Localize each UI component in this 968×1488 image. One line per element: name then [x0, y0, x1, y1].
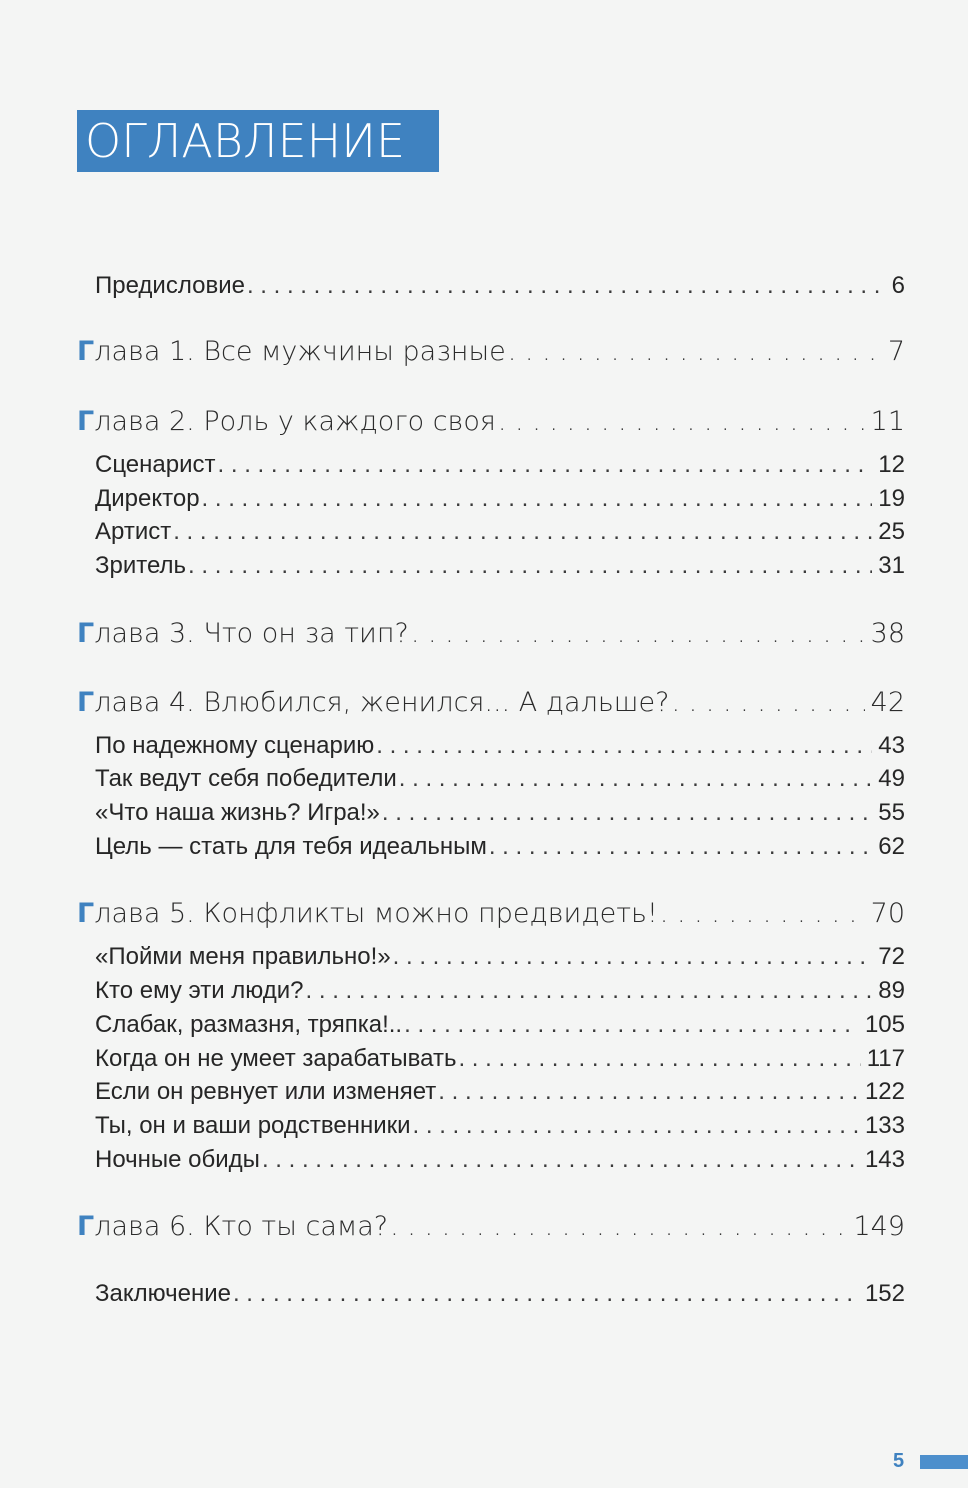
- toc-chapter-1[interactable]: [77, 336, 905, 367]
- leader-dots: [218, 451, 873, 479]
- toc-chapter-page: 11: [870, 406, 905, 437]
- toc-section-title: Если он ревнует или изменяет: [95, 1078, 437, 1105]
- toc-entry-title: Заключение: [95, 1280, 231, 1307]
- leader-dots: [413, 1112, 859, 1140]
- toc-entry-conclusion[interactable]: [95, 1280, 905, 1308]
- toc-section-title: Так ведут себя победители: [95, 765, 397, 792]
- toc-chapter-page: 70: [870, 898, 905, 929]
- toc-section-title: Сценарист: [95, 451, 216, 478]
- toc-section[interactable]: [95, 732, 905, 760]
- toc-entry-page: 152: [864, 1280, 905, 1307]
- leader-dots: [438, 1078, 859, 1106]
- leader-dots: [404, 1011, 859, 1039]
- leader-dots: [382, 799, 872, 827]
- toc-chapter-page: 7: [887, 336, 905, 367]
- toc-section-title: Директор: [95, 485, 200, 512]
- toc-chapter-page: 42: [870, 687, 905, 718]
- toc-section-page: 49: [878, 765, 905, 792]
- toc-chapter-title: Глава 2. Роль у каждого своя: [77, 406, 496, 437]
- toc-section-page: 12: [878, 451, 905, 478]
- leader-dots: [390, 1211, 847, 1242]
- toc-section-title: Зритель: [95, 552, 187, 579]
- chapter-initial: Г: [77, 687, 95, 718]
- page-number: 5: [893, 1450, 905, 1472]
- toc-section[interactable]: [95, 451, 905, 479]
- leader-dots: [306, 977, 873, 1005]
- toc-chapter-title: Глава 5. Конфликты можно предвидеть!: [77, 898, 658, 929]
- leader-dots: [202, 485, 873, 513]
- toc-section-page: 72: [878, 943, 905, 970]
- toc-section[interactable]: [95, 943, 905, 971]
- leader-dots: [247, 272, 886, 300]
- toc-section-title: «Пойми меня правильно!»: [95, 943, 391, 970]
- leader-dots: [671, 687, 864, 718]
- toc-section[interactable]: [95, 833, 905, 861]
- toc-section-title: По надежному сценарию: [95, 732, 375, 759]
- toc-section-page: 122: [864, 1078, 905, 1105]
- chapter-initial: Г: [77, 618, 95, 649]
- toc-section-page: 133: [864, 1112, 905, 1139]
- toc-entry-preface[interactable]: [95, 272, 905, 300]
- toc-section-title: Когда он не умеет зарабатывать: [95, 1045, 457, 1072]
- toc-section[interactable]: [95, 799, 905, 827]
- toc-entry-page: 6: [891, 272, 905, 299]
- toc-chapter-title: Глава 4. Влюбился, женился... А дальше?: [77, 687, 670, 718]
- chapter-initial: Г: [77, 898, 95, 929]
- toc-section[interactable]: [95, 518, 905, 546]
- toc-section-title: Слабак, размазня, тряпка!..: [95, 1011, 403, 1038]
- leader-dots: [508, 336, 882, 367]
- leader-dots: [173, 518, 872, 546]
- toc-chapter-2[interactable]: [77, 406, 905, 437]
- toc-section-page: 43: [878, 732, 905, 759]
- chapter-initial: Г: [77, 406, 95, 437]
- leader-dots: [660, 898, 865, 929]
- leader-dots: [458, 1045, 860, 1073]
- toc-section[interactable]: [95, 485, 905, 513]
- toc-chapter-title: Глава 6. Кто ты сама?: [77, 1211, 389, 1242]
- toc-section[interactable]: [95, 1011, 905, 1039]
- leader-dots: [262, 1146, 859, 1174]
- toc-chapter-4[interactable]: [77, 687, 905, 718]
- toc-entry-title: Предисловие: [95, 272, 245, 299]
- chapter-initial: Г: [77, 336, 95, 367]
- toc-chapter-5[interactable]: [77, 898, 905, 929]
- toc-section-page: 25: [878, 518, 905, 545]
- toc-section[interactable]: [95, 765, 905, 793]
- toc-section-title: «Что наша жизнь? Игра!»: [95, 799, 380, 826]
- toc-section[interactable]: [95, 1112, 905, 1140]
- leader-dots: [233, 1280, 859, 1308]
- chapter-initial: Г: [77, 1211, 95, 1242]
- toc-section[interactable]: [95, 552, 905, 580]
- toc-section-title: Цель — стать для тебя идеальным: [95, 833, 487, 860]
- leader-dots: [188, 552, 872, 580]
- toc-section[interactable]: [95, 1078, 905, 1106]
- toc-section-title: Кто ему эти люди?: [95, 977, 304, 1004]
- toc-section-title: Артист: [95, 518, 172, 545]
- toc-section-page: 143: [864, 1146, 905, 1173]
- toc-section-page: 62: [878, 833, 905, 860]
- toc-section[interactable]: [95, 1146, 905, 1174]
- toc-section[interactable]: [95, 977, 905, 1005]
- toc-chapter-title: Глава 1. Все мужчины разные: [77, 336, 506, 367]
- toc-section[interactable]: [95, 1045, 905, 1073]
- toc-section-page: 55: [878, 799, 905, 826]
- toc-section-page: 19: [878, 485, 905, 512]
- toc-section-page: 89: [878, 977, 905, 1004]
- toc-section-page: 117: [866, 1045, 905, 1072]
- page-number-bar: [920, 1455, 968, 1469]
- leader-dots: [393, 943, 873, 971]
- leader-dots: [376, 732, 872, 760]
- leader-dots: [399, 765, 873, 793]
- toc-chapter-page: 149: [853, 1211, 905, 1242]
- toc-section-title: Ты, он и ваши родственники: [95, 1112, 411, 1139]
- leader-dots: [489, 833, 872, 861]
- toc-chapter-6[interactable]: [77, 1211, 905, 1242]
- leader-dots: [498, 406, 865, 437]
- toc-section-title: Ночные обиды: [95, 1146, 260, 1173]
- page-title: ОГЛАВЛЕНИЕ: [77, 110, 439, 172]
- toc-section-page: 31: [878, 552, 905, 579]
- toc-chapter-title: Глава 3. Что он за тип?: [77, 618, 409, 649]
- toc-section-page: 105: [864, 1011, 905, 1038]
- toc-chapter-page: 38: [870, 618, 905, 649]
- leader-dots: [411, 618, 865, 649]
- toc-chapter-3[interactable]: [77, 618, 905, 649]
